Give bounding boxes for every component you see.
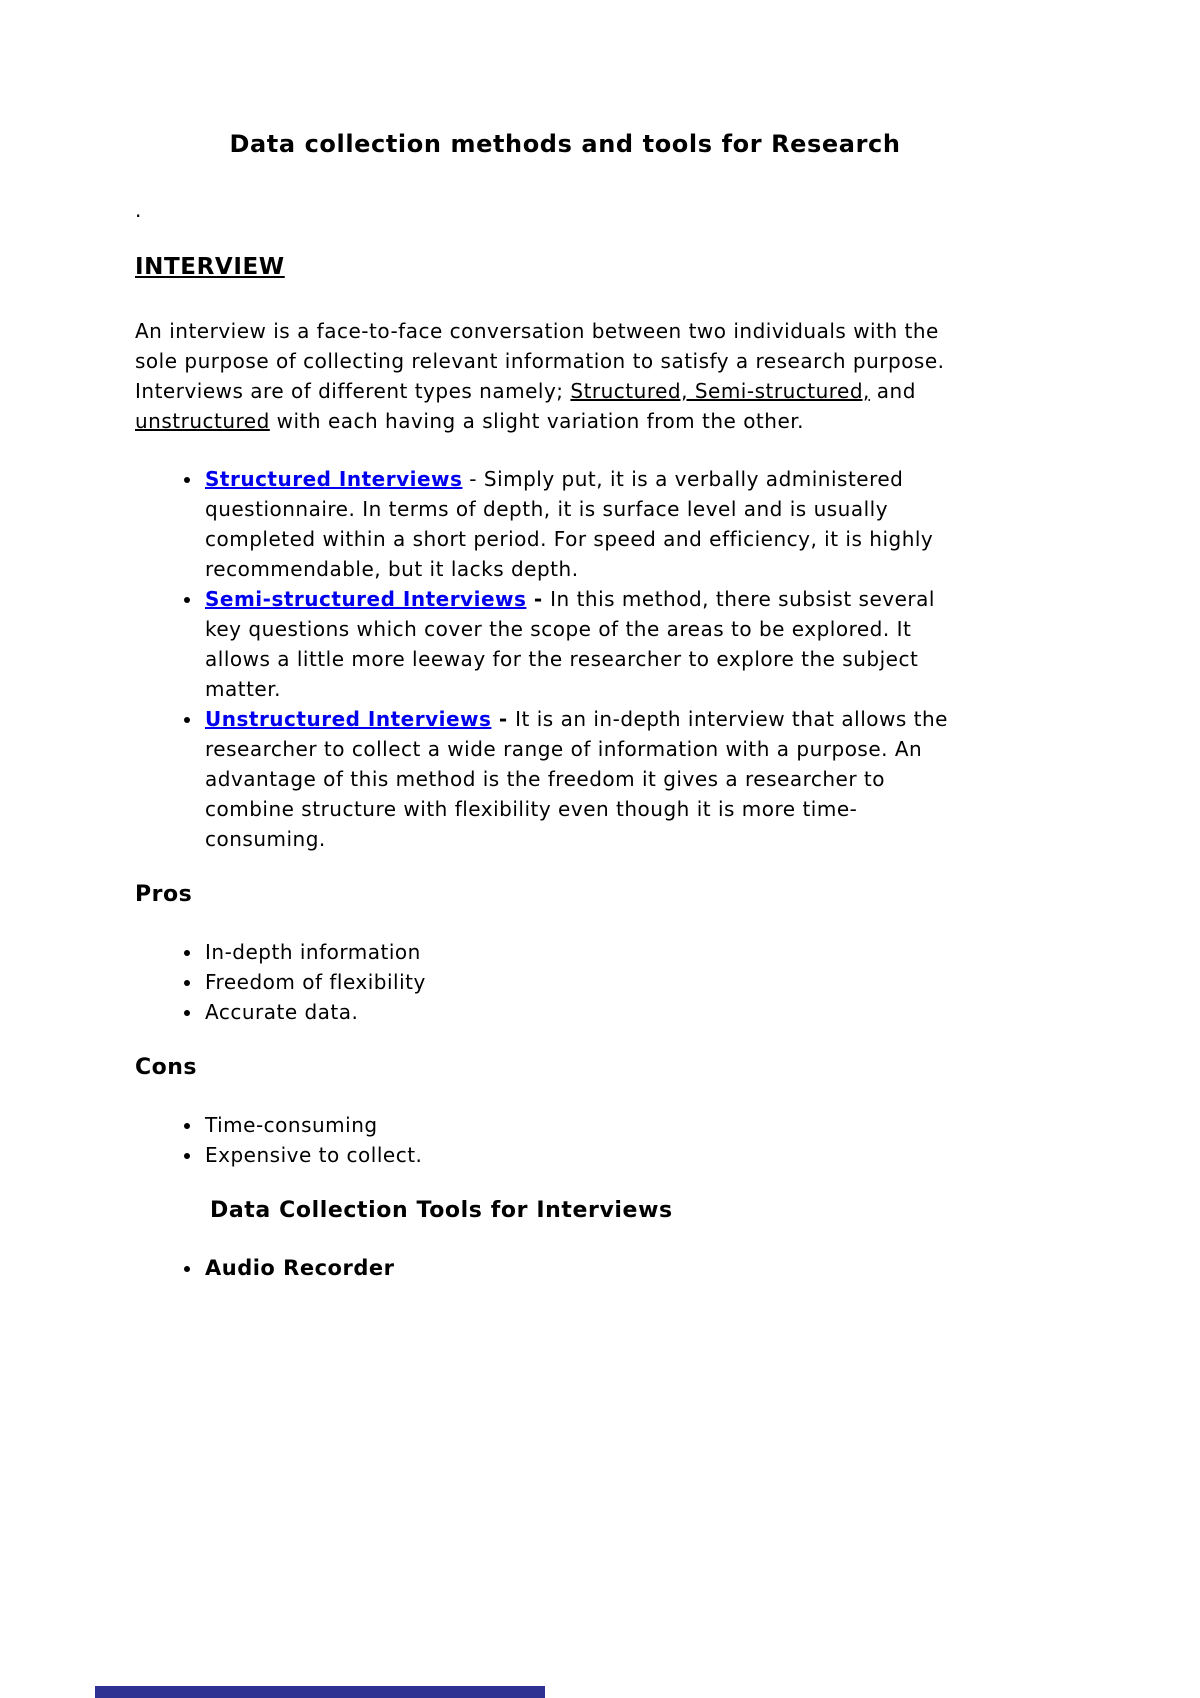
page-bottom-blue-bar [95,1686,545,1698]
tools-list [171,1253,975,1283]
cons-list-item: • Expensive to collect. [203,1140,975,1170]
intro-text-2: and [869,379,916,403]
document-title: Data collection methods and tools for Research [229,130,901,158]
cons-heading: Cons [135,1055,198,1080]
structured-interviews-text: Simply put, it is a verbally administered questionnaire. In terms of depth, it is surface level and is usually completed within a short period. For speed and efficiency, it is highly recommendable, but it lacks depth. [205,467,934,581]
list-item-unstructured-interviews [203,704,975,854]
cons-list-item: • Time-consuming [203,1110,975,1140]
document-content [135,130,975,1283]
interview-types-list [171,464,975,854]
pros-list-item: • Accurate data. [203,997,975,1027]
intro-underlined-unstructured: unstructured [135,409,270,433]
tools-list-item: • Audio Recorder [203,1253,975,1283]
pros-list-item: • In-depth information [203,937,975,967]
semi-structured-interviews-link[interactable]: Semi-structured Interviews [205,587,527,611]
unstructured-interviews-text: It is an in-depth interview that allows the researcher to collect a wide range of information with a purpose. An advantage of this method is the freedom it gives a researcher to combine structure with flexibility even though it is more time-consuming. [205,707,948,851]
separator-dash: - [526,587,551,611]
intro-paragraph [135,316,975,436]
list-item-semi-structured-interviews [203,584,975,704]
unstructured-interviews-link[interactable]: Unstructured Interviews [205,707,492,731]
separator-dash: - [491,707,516,731]
section-heading-interview: INTERVIEW [135,254,285,280]
stray-period: . [135,198,142,222]
pros-heading: Pros [135,882,193,907]
list-item-structured-interviews [203,464,975,584]
intro-underlined-structured-semistructured: Structured, Semi-structured, [570,379,870,403]
intro-text-3: with each having a slight variation from the other. [269,409,804,433]
structured-interviews-link[interactable]: Structured Interviews [205,467,463,491]
pros-list-item: • Freedom of flexibility [203,967,975,997]
tools-heading: Data Collection Tools for Interviews [210,1198,673,1223]
intro-text-1: An interview is a face-to-face conversation between two individuals with the sole purpose of collecting relevant information to satisfy a research purpose. Interviews are of different types namely; [135,319,945,403]
separator-dash: - [462,467,484,491]
semi-structured-interviews-text: In this method, there subsist several key questions which cover the scope of the areas to be explored. It allows a little more leeway for the researcher to explore the subject matter. [205,587,935,701]
cons-list [171,1110,975,1170]
pros-list [171,937,975,1027]
